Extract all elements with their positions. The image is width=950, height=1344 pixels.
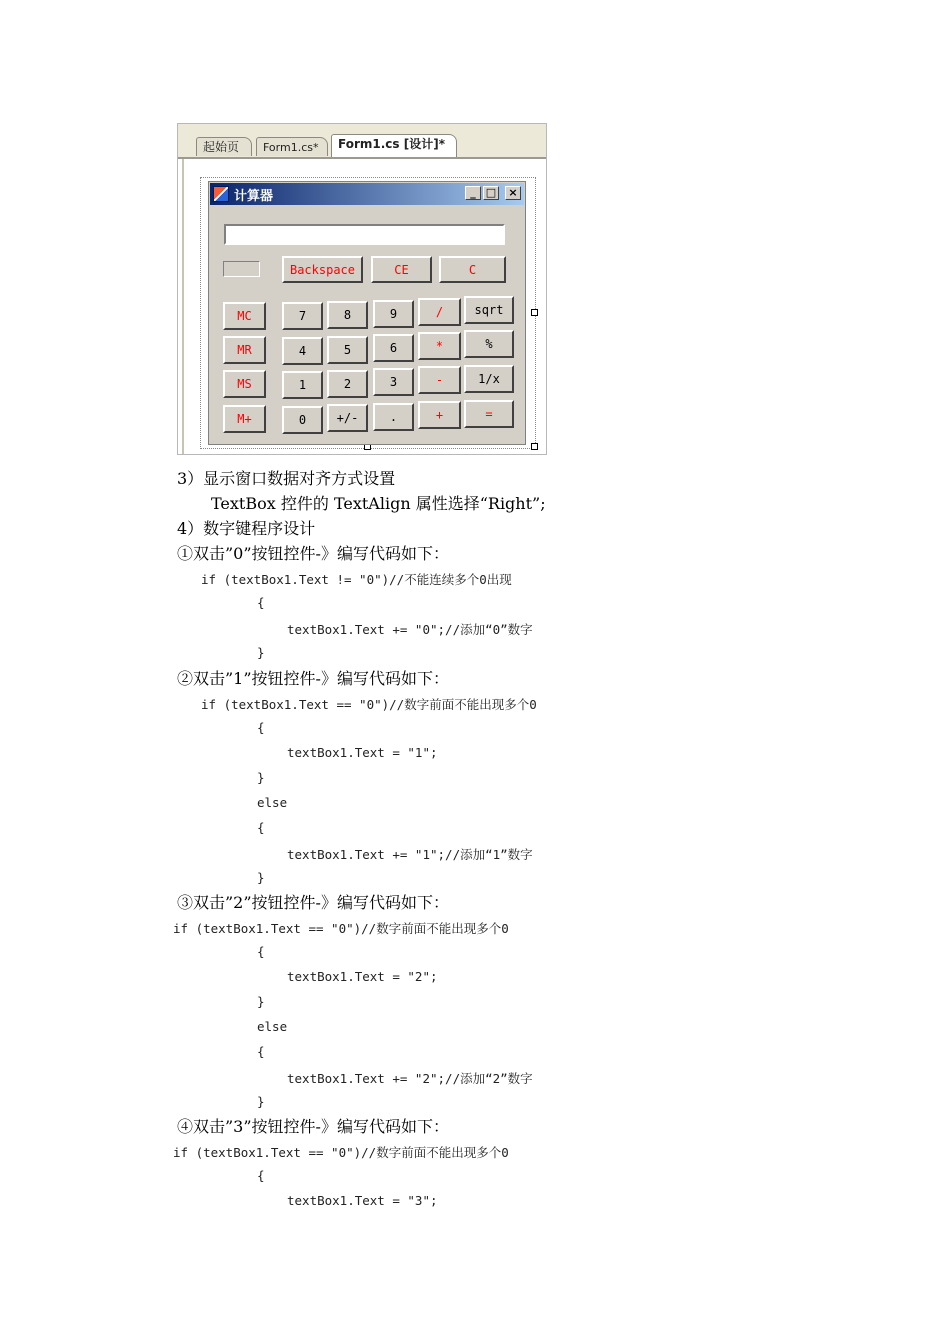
digit-7-button[interactable]: 7 — [282, 302, 323, 330]
app-icon — [213, 186, 229, 202]
code-line: } — [257, 870, 265, 885]
ce-button[interactable]: CE — [371, 256, 432, 283]
tab-form1-code[interactable]: Form1.cs* — [256, 137, 328, 156]
digit-1-button[interactable]: 1 — [282, 371, 323, 399]
digit-5-button[interactable]: 5 — [327, 336, 368, 364]
code-line: if (textBox1.Text == "0")//数字前面不能出现多个0 — [173, 1145, 509, 1160]
digit-3-button[interactable]: 3 — [373, 368, 414, 396]
step-heading: ②双击”1”按钮控件-》编写代码如下： — [177, 669, 449, 688]
form-title: 计算器 — [234, 189, 274, 204]
digit-9-button[interactable]: 9 — [373, 300, 414, 328]
code-line: { — [257, 820, 265, 835]
resize-handle[interactable] — [531, 443, 538, 450]
calculator-form[interactable] — [208, 181, 526, 445]
code-line: if (textBox1.Text == "0")//数字前面不能出现多个0 — [173, 921, 509, 936]
code-line: { — [257, 595, 265, 610]
mr-button[interactable]: MR — [223, 336, 266, 364]
code-line: else — [257, 1019, 288, 1034]
code-line: textBox1.Text += "0";//添加“0”数字 — [287, 622, 533, 637]
tab-start-page[interactable]: 起始页 — [196, 137, 252, 156]
code-line: textBox1.Text += "2";//添加“2”数字 — [287, 1071, 533, 1086]
decimal-point-button[interactable]: . — [373, 403, 414, 431]
display-textbox[interactable] — [224, 224, 505, 245]
code-line: { — [257, 1044, 265, 1059]
clear-button[interactable]: C — [439, 256, 506, 283]
resize-handle[interactable] — [531, 309, 538, 316]
code-line: } — [257, 770, 265, 785]
tab-form1-design[interactable]: Form1.cs [设计]* — [331, 134, 457, 157]
code-line: { — [257, 720, 265, 735]
section-heading: 4）数字键程序设计 — [177, 519, 316, 538]
code-line: textBox1.Text = "3"; — [287, 1193, 438, 1208]
digit-6-button[interactable]: 6 — [373, 334, 414, 362]
code-line: { — [257, 1168, 265, 1183]
step-heading: ①双击”0”按钮控件-》编写代码如下： — [177, 544, 449, 563]
close-button[interactable]: × — [505, 186, 521, 200]
step-heading: ③双击”2”按钮控件-》编写代码如下： — [177, 893, 449, 912]
backspace-button[interactable]: Backspace — [282, 256, 363, 283]
mc-button[interactable]: MC — [223, 302, 266, 330]
digit-4-button[interactable]: 4 — [282, 337, 323, 365]
digit-0-button[interactable]: 0 — [282, 406, 323, 434]
m-plus-button[interactable]: M+ — [223, 405, 266, 433]
divide-button[interactable]: / — [418, 298, 461, 326]
digit-2-button[interactable]: 2 — [327, 370, 368, 398]
add-button[interactable]: + — [418, 401, 461, 429]
code-line: if (textBox1.Text != "0")//不能连续多个0出现 — [201, 572, 512, 587]
code-line: textBox1.Text = "2"; — [287, 969, 438, 984]
sqrt-button[interactable]: sqrt — [464, 296, 514, 324]
code-line: else — [257, 795, 288, 810]
ms-button[interactable]: MS — [223, 370, 266, 398]
percent-button[interactable]: % — [464, 330, 514, 358]
code-line: } — [257, 1094, 265, 1109]
maximize-button[interactable]: □ — [483, 186, 499, 200]
section-heading: 3）显示窗口数据对齐方式设置 — [177, 469, 396, 488]
document-tabstrip — [178, 131, 546, 159]
reciprocal-button[interactable]: 1/x — [464, 365, 514, 393]
multiply-button[interactable]: * — [418, 332, 461, 360]
code-line: } — [257, 645, 265, 660]
code-line: } — [257, 994, 265, 1009]
subtract-button[interactable]: - — [418, 366, 461, 394]
paragraph: TextBox 控件的 TextAlign 属性选择“Right”; — [211, 494, 546, 513]
form-titlebar[interactable] — [210, 183, 524, 205]
designer-screenshot — [177, 123, 547, 455]
code-line: { — [257, 944, 265, 959]
step-heading: ④双击”3”按钮控件-》编写代码如下： — [177, 1117, 449, 1136]
sign-toggle-button[interactable]: +/- — [327, 404, 368, 432]
memory-indicator — [223, 261, 260, 277]
code-line: textBox1.Text += "1";//添加“1”数字 — [287, 847, 533, 862]
code-line: if (textBox1.Text == "0")//数字前面不能出现多个0 — [201, 697, 537, 712]
code-line: textBox1.Text = "1"; — [287, 745, 438, 760]
equals-button[interactable]: = — [464, 400, 514, 428]
digit-8-button[interactable]: 8 — [327, 301, 368, 329]
minimize-button[interactable]: _ — [465, 186, 481, 200]
